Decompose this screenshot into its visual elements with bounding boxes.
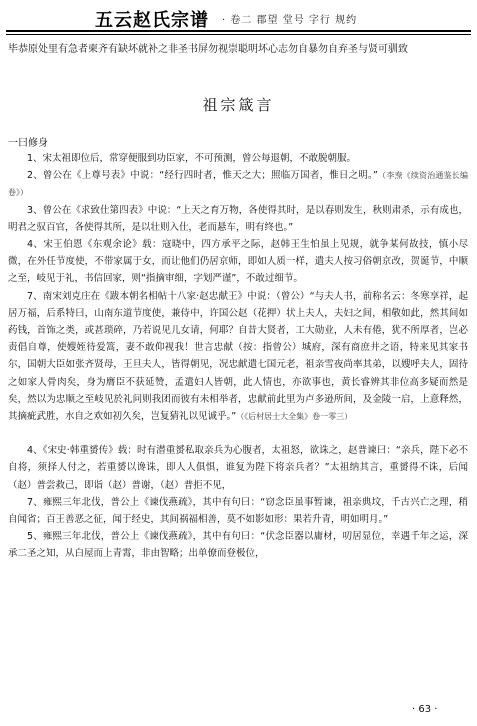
header-rule-thin <box>6 34 471 35</box>
paragraph-source: （李焘《续资治通鉴长编卷》） <box>8 171 469 198</box>
header-rule <box>6 30 471 32</box>
paragraph-text: 4、宋王伯恩《东观余论》载：寇晓中，四方承平之际，赵韩王生怕虽上见规，就争某何故技，慎小尽微，在外任节度使，不带家属于女，而让他们仍居京师，即如人质一样，遣夫人按习俗朝京改，贺诞节，中顺之至，岐见于礼，书信回家，则“指摘审细，字划严谨”，不敢过细节。 <box>8 239 468 285</box>
paragraph-source: （《后村居士大全集》卷一零三） <box>236 412 353 422</box>
book-title: 五云赵氏宗谱 <box>95 10 209 31</box>
section-title: 祖宗箴言 <box>202 96 275 114</box>
paragraph-text: 1、宋太祖即位后，常穿便服到功臣家，不可预测，曾公每退朝，不敢脱朝服。 <box>27 153 357 164</box>
subsection-heading: 一曰修身 <box>8 138 48 149</box>
paragraph-text: 5、雍熙三年北伐，普公上《谏伐燕疏》，其中有句曰：“伏念臣器以庸材，叨居显位，幸遇千年之运，深承二圣之知，从白屋而上青霄，非由智略；出单僚而登极位， <box>8 531 468 560</box>
paragraph-text: 2、曾公在《上尊号表》中说：“经行四时者，惟天之大；照临万国者，惟日之明。” <box>27 170 378 182</box>
page-number: · 63 · <box>412 704 438 715</box>
paragraph-text: 7、南宋刘克庄在《跋本朝名相帖十八家·赵忠献王》中说：（曾公）“与夫人书，前称名云：冬寒享祥，起居万福，后系特曰，山南东道节度使，兼侍中，许国公赵（花押）状上夫人，夫妇之间，相敬如此，然其间如药钱，首饰之类，或甚琐碎，乃若说见儿女请，何耶？自昔大贤者，工大勋业，人未有倦，犹不所厚者，岂必责倡自尊，使嫂姪待爱篙，妻不敢仰视我！世言忠献（按：指曾公）城府，深有商庶井之语，特来见其家书尔，国朝大臣如张齐贤母，王旦夫人，皆得朝见，况忠献遣七国元老，祖亲雪夜尚率其弟，以嫂呼夫人，固待之如家人骨肉矣，身为膺臣不获延赞，孟遣妇人皆朝，此人情也，亦欲事也，黄长睿辨其非位高多疑而然是矣，然以为忠顺之至岐见於礼问则我团而彼有未相举者，忠献前此里为卢多逊所间，及金陵一启，上意释然，其摘疵武胜，水自之欢如初久矣，岂复猜礼以见诚乎。” <box>8 290 468 423</box>
paragraph <box>8 494 468 528</box>
intro-text: 毕恭原处里有急者柬齐有缺坏就补之非圣书屏勿视崇聪明坏心志勿自暴勿自弃圣与贤可驯致 <box>8 44 408 55</box>
paragraph <box>8 528 468 562</box>
paragraph-text: 7、雍熙三年北伐，普公上《谏伐燕疏》，其中有句曰：“窃念臣虽事暂谏，祖亲典坟，千古兴亡之理，稍自闻省；百王善恶之征，闻于经史，其间祸福相善，莫不如影如形：果若升青，明如明月。” <box>8 496 468 526</box>
paragraph <box>8 442 468 494</box>
paragraph-text: 4、《宋史·韩重赟传》载：时有潜重赟私取亲兵为心腹者，太祖怒，欲诛之，赵普谏曰：“亲兵，陛下必不自将，须择人付之，若重赟以谗诛，即人人俱惧，谁复为陛下将亲兵者？”太祖纳其言，重赟得不诛，后闻（赵）普尝救己，即诣（赵）普谢，（赵）普拒不见， <box>8 445 468 491</box>
paragraph <box>8 202 468 236</box>
chapter-subtitle: · 卷二 郡望 堂号 字行 规约 <box>222 15 358 26</box>
paragraph <box>8 167 468 201</box>
running-header <box>0 4 477 31</box>
body-text <box>8 150 468 563</box>
paragraph <box>8 236 468 288</box>
paragraph <box>8 288 468 426</box>
paragraph-text: 3、曾公在《求致仕第四表》中说：“上天之育万物，各使得其时，是以春则发生，秋则肃杀，示有成也，明君之驭百官，各使得其所，是以壮则入仕，老而悬车，明有终也。” <box>8 204 468 233</box>
paragraph <box>8 150 468 167</box>
